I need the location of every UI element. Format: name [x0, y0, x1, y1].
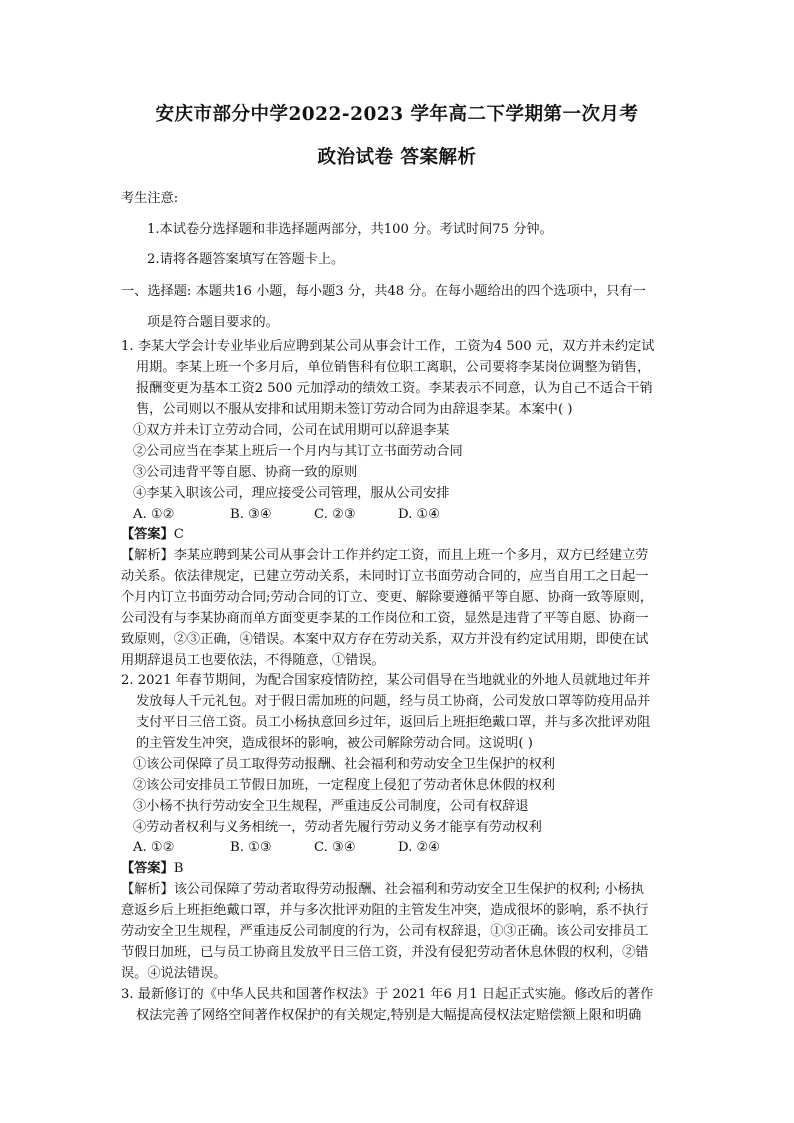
question-1-stem: 1. 李某大学会计专业毕业后应聘到某公司从事会计工作，工资为4 500 元，双方并未约定试 [121, 339, 655, 354]
question-2-stem: 2. 2021 年春节期间，为配合国家疫情防控，某公司倡导在当地就业的外地人员就地过年并 [121, 673, 651, 688]
question-2-stem: 发放每人千元礼包。对于假日需加班的问题，经与员工协商，公司发放口罩等防疫用品并 [136, 694, 651, 709]
question-1-analysis: 动关系。依法律规定，已建立劳动关系，未同时订立书面劳动合同的，应当自用工之日起一 [121, 569, 649, 584]
question-1-choice: ①双方并未订立劳动合同，公司在试用期可以辞退李某 [133, 423, 450, 438]
notice-item: 1.本试卷分选择题和非选择题两部分，共100 分。考试时间75 分钟。 [147, 222, 553, 237]
question-1-choice: ③公司违背平等自愿、协商一致的原则 [133, 465, 358, 480]
question-1-stem: 用期。李某上班一个多月后，单位销售科有位职工离职，公司要将李某岗位调整为销售， [136, 360, 651, 375]
question-1-analysis: 致原则，②③正确，④错误。本案中双方存在劳动关系，双方并没有约定试用期，即使在试 [121, 632, 649, 647]
question-2-stem: 支付平日三倍工资。员工小杨执意回乡过年，返回后上班拒绝戴口罩，并与多次批评劝阻 [136, 715, 651, 730]
question-3-stem: 权法完善了网络空间著作权保护的有关规定,特别是大幅提高侵权法定赔偿额上限和明确 [136, 1008, 642, 1023]
question-1-options [133, 505, 440, 524]
answer-label: 【答案】 [121, 527, 174, 542]
answer-value: B [173, 861, 184, 876]
notice-item: 2.请将各题答案填写在答题卡上。 [147, 252, 345, 267]
question-2-answer [121, 859, 183, 878]
option-d: D. ②④ [398, 840, 441, 855]
section-heading: 一、选择题: 本题共16 小题，每小题3 分，共48 分。在每小题给出的四个选项中，只有一 [121, 284, 646, 299]
question-1-analysis: 个月内订立书面劳动合同;劳动合同的订立、变更、解除要遵循平等自愿、协商一致等原则， [121, 590, 653, 605]
question-1-stem: 报酬变更为基本工资2 500 元加浮动的绩效工资。李某表示不同意，认为自己不适合干销 [136, 381, 653, 396]
option-a: A. ①② [133, 840, 175, 855]
option-b: B. ①③ [230, 840, 272, 855]
question-3-stem: 3. 最新修订的《中华人民共和国著作权法》于 2021 年6 月1 日起正式实施。修改后的著作 [121, 987, 654, 1002]
document-title: 安庆市部分中学2022-2023 学年高二下学期第一次月考 [155, 104, 639, 125]
question-2-stem: 的主管发生冲突，造成很坏的影响，被公司解除劳动合同。这说明( ) [136, 736, 533, 751]
question-2-options [133, 838, 440, 857]
question-1-analysis: 【解析】李某应聘到某公司从事会计工作并约定工资，而且上班一个多月，双方已经建立劳 [121, 548, 649, 563]
option-d: D. ①④ [398, 507, 441, 522]
section-heading-cont: 项是符合题目要求的。 [147, 315, 279, 330]
question-2-analysis: 【解析】该公司保障了劳动者取得劳动报酬、社会福利和劳动安全卫生保护的权利; 小杨执 [121, 882, 644, 897]
question-2-choice: ②该公司安排员工节假日加班，一定程度上侵犯了劳动者休息休假的权利 [133, 778, 555, 793]
question-1-analysis: 用期辞退员工也要依法，不得随意，①错误。 [121, 653, 385, 668]
question-1-stem: 售，公司则以不服从安排和试用期未签订劳动合同为由辞退李某。本案中( ) [136, 402, 573, 417]
option-a: A. ①② [133, 507, 175, 522]
question-1-analysis: 公司没有与李某协商而单方面变更李某的工作岗位和工资，显然是违背了平等自愿、协商一 [121, 611, 649, 626]
notice-heading: 考生注意: [121, 191, 179, 206]
question-1-choice: ②公司应当在李某上班后一个月内与其订立书面劳动合同 [133, 444, 463, 459]
question-2-choice: ③小杨不执行劳动安全卫生规程，严重违反公司制度，公司有权辞退 [133, 799, 529, 814]
question-2-choice: ④劳动者权利与义务相统一，劳动者先履行劳动义务才能享有劳动权利 [133, 820, 542, 835]
question-1-choice: ④李某入职该公司，理应接受公司管理，服从公司安排 [133, 486, 450, 501]
option-c: C. ③④ [314, 840, 356, 855]
question-2-choice: ①该公司保障了员工取得劳动报酬、社会福利和劳动安全卫生保护的权利 [133, 757, 555, 772]
question-2-analysis: 节假日加班，已与员工协商且发放平日三倍工资，并没有侵犯劳动者休息休假的权利，②错 [121, 945, 649, 960]
document-subtitle: 政治试卷 答案解析 [317, 147, 477, 168]
option-b: B. ③④ [230, 507, 272, 522]
option-c: C. ②③ [314, 507, 356, 522]
answer-value: C [173, 527, 184, 542]
question-2-analysis: 劳动安全卫生规程，严重违反公司制度的行为，公司有权辞退，①③正确。该公司安排员工 [121, 924, 649, 939]
question-2-analysis: 意返乡后上班拒绝戴口罩，并与多次批评劝阻的主管发生冲突，造成很坏的影响，系不执行 [121, 903, 649, 918]
question-1-answer [121, 525, 184, 544]
question-2-analysis: 误。④说法错误。 [121, 966, 227, 981]
answer-label: 【答案】 [121, 861, 174, 876]
